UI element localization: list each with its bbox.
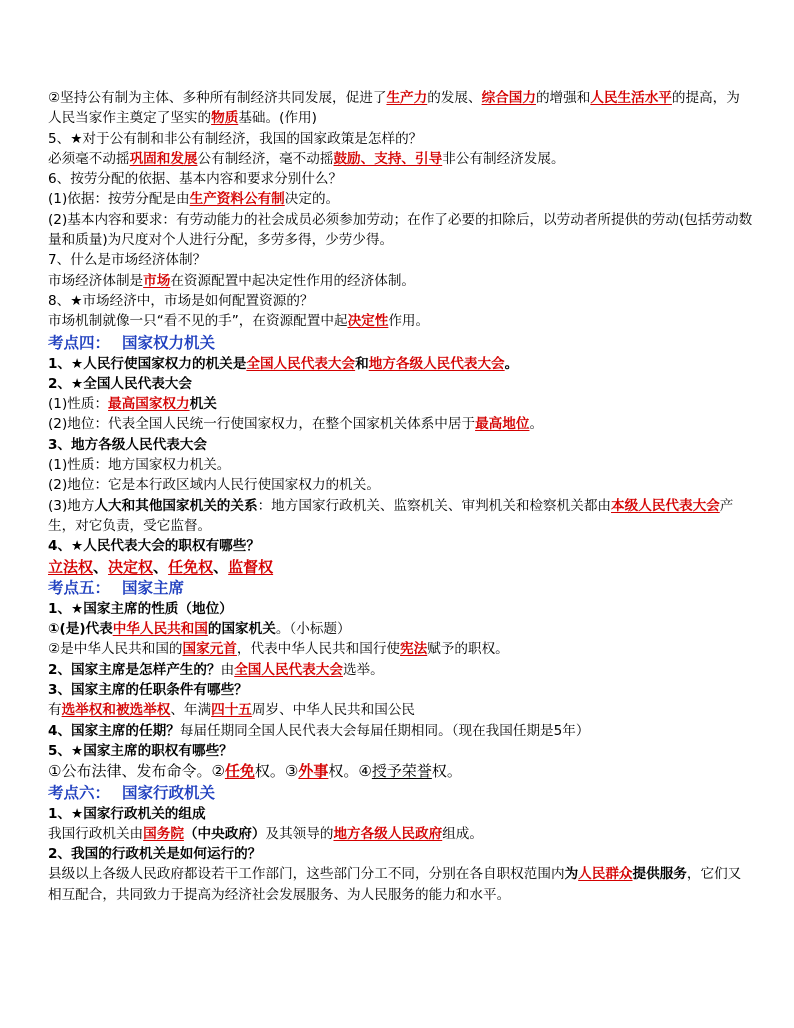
- text-span: 和: [355, 355, 369, 372]
- text-span: ，代表中华人民共和国行使: [236, 641, 401, 658]
- bold-text: ①(是)代表: [48, 621, 113, 638]
- bold-text: （中央政府）: [183, 825, 266, 842]
- text-span: 权。③: [254, 762, 299, 781]
- section-label: 考点六：: [48, 783, 111, 802]
- text-span: ①公布法律、发布命令。②: [48, 762, 225, 781]
- bold-text: 、: [213, 557, 229, 576]
- text-line: [48, 311, 753, 331]
- bold-text: 机关: [189, 396, 217, 413]
- text-line: [48, 864, 753, 905]
- text-span: 在资源配置中起决定性作用的经济体制。: [170, 272, 416, 289]
- text-span: 组成。: [442, 825, 483, 842]
- text-line: [48, 129, 753, 149]
- answer-line: [48, 761, 753, 781]
- section-label: 考点四：: [48, 333, 111, 352]
- text-line: [48, 291, 753, 311]
- key-term: 任免权: [168, 557, 214, 576]
- text-span: 5、★对于公有制和非公有制经济，我国的国家政策是怎样的？: [48, 130, 423, 147]
- question-line: [48, 599, 753, 619]
- text-span: 国家权力机关: [122, 333, 216, 352]
- text-span: 国家主席: [122, 578, 185, 597]
- text-line: [48, 414, 753, 434]
- text-line: [48, 639, 753, 659]
- text-span: 有: [48, 702, 62, 719]
- key-term: 生产力: [386, 90, 428, 106]
- text-span: ，它们又相互配合，共同致力于提高为经济社会发展服务、为人民服务的能力和水平。: [48, 866, 742, 903]
- text-span: 选举。: [342, 661, 384, 678]
- bold-text: 4、国家主席的任期？: [48, 722, 180, 739]
- key-term: 国家元首: [182, 641, 237, 658]
- text-span: 的提高，为人民当家作主奠定了坚实的: [48, 90, 740, 127]
- text-line: [48, 250, 753, 270]
- text-span: 2、★全国人民代表大会: [48, 375, 192, 392]
- key-term: 国务院: [143, 825, 184, 842]
- section-heading: [48, 332, 753, 354]
- bold-text: 为: [564, 866, 579, 883]
- text-span: 市场机制就像一只“看不见的手”，在资源配置中起: [48, 313, 348, 330]
- text-span: 1、★国家行政机关的组成: [48, 805, 206, 822]
- text-line: [48, 271, 753, 291]
- text-span: (2)地位：代表全国人民统一行使国家权力，在整个国家机关体系中居于: [48, 416, 476, 433]
- key-term: 物质: [211, 110, 239, 127]
- key-term: 中华人民共和国: [112, 621, 208, 638]
- text-span: 基础。(作用): [238, 110, 317, 127]
- key-term: 决定权: [108, 557, 154, 576]
- text-line: [48, 169, 753, 189]
- text-span: 6、按劳分配的依据、基本内容和要求分别什么？: [48, 171, 343, 188]
- text-span: 作用。: [388, 313, 430, 330]
- text-line: [48, 660, 753, 680]
- bold-text: 提供服务: [632, 866, 687, 883]
- key-term: 地方各级人民政府: [333, 825, 443, 842]
- question-line: [48, 354, 753, 374]
- key-term: 鼓励、支持、引导: [333, 150, 443, 167]
- key-term: 决定性: [347, 313, 389, 330]
- text-line: [48, 824, 753, 844]
- text-span: 权。④: [328, 762, 372, 781]
- text-span: 及其领导的: [265, 825, 334, 842]
- text-line: [48, 496, 753, 537]
- text-line: [48, 88, 753, 129]
- key-term: 地方各级人民代表大会: [368, 355, 505, 372]
- text-line: [48, 700, 753, 720]
- question-line: [48, 435, 753, 455]
- key-term: 综合国力: [481, 90, 536, 106]
- text-line: [48, 149, 753, 169]
- section-heading: [48, 782, 753, 804]
- key-term: 最高地位: [475, 416, 530, 433]
- text-span: 产生，对它负责，受它监督。: [48, 497, 734, 534]
- text-span: (2)地位：它是本行政区域内人民行使国家权力的机关。: [48, 477, 380, 494]
- text-line: [48, 210, 753, 251]
- key-term: 外事: [298, 762, 329, 781]
- text-span: 国家行政机关: [122, 783, 216, 802]
- key-term: 巩固和发展: [129, 150, 198, 167]
- key-term: 选举权和被选举权: [61, 702, 171, 719]
- key-term: 监督权: [228, 557, 274, 576]
- question-line: [48, 804, 753, 824]
- text-span: 、年满: [170, 702, 212, 719]
- text-span: 周岁、中华人民共和国公民: [251, 702, 416, 719]
- text-span: 。: [504, 355, 519, 372]
- text-span: 市场经济体制是: [48, 272, 144, 289]
- text-span: 1、★国家主席的性质（地位）: [48, 600, 233, 617]
- text-span: 的发展、: [427, 90, 482, 106]
- text-span: 公有制经济，毫不动摇: [197, 150, 334, 167]
- text-span: ②是中华人民共和国的: [48, 641, 183, 658]
- text-span: 每届任期同全国人民代表大会每届任期相同。（现在我国任期是5年）: [179, 722, 590, 739]
- text-span: 。（小标题）: [275, 621, 351, 638]
- bold-text: 人大和其他国家机关的关系: [94, 497, 258, 514]
- text-span: 赋予的职权。: [427, 641, 509, 658]
- key-term: 人民生活水平: [590, 90, 672, 106]
- key-term: 最高国家权力: [108, 396, 190, 413]
- text-span: 。: [529, 416, 544, 433]
- text-span: 3、地方各级人民代表大会: [48, 436, 207, 453]
- text-line: [48, 455, 753, 475]
- text-span: (1)性质：: [48, 396, 109, 413]
- bold-text: 、: [93, 557, 109, 576]
- text-line: [48, 619, 753, 639]
- key-term: 全国人民代表大会: [234, 661, 343, 678]
- bold-text: 的国家机关: [207, 621, 276, 638]
- question-line: [48, 536, 753, 556]
- underlined-text: 授予荣誉: [371, 762, 432, 781]
- text-span: 我国行政机关由: [48, 825, 144, 842]
- bold-text: 2、国家主席是怎样产生的？: [48, 661, 221, 678]
- text-span: 决定的。: [284, 191, 340, 208]
- text-line: [48, 475, 753, 495]
- text-span: (3)地方: [48, 497, 95, 514]
- text-line: [48, 394, 753, 414]
- key-term: 生产资料公有制: [189, 191, 285, 208]
- text-span: (2)基本内容和要求：有劳动能力的社会成员必须参加劳动；在作了必要的扣除后，以劳动者所提供的劳动(包括劳动数量和质量)为尺度对个人进行分配，多劳多得，少劳少得。: [48, 211, 753, 249]
- question-line: [48, 741, 753, 761]
- text-span: 5、★国家主席的职权有哪些？: [48, 742, 233, 759]
- key-term: 全国人民代表大会: [246, 355, 356, 372]
- section-heading: [48, 577, 753, 599]
- text-span: 县级以上各级人民政府都设若干工作部门，这些部门分工不同，分别在各自职权范围内: [48, 866, 565, 883]
- text-span: 7、什么是市场经济体制？: [48, 252, 207, 269]
- text-line: [48, 189, 753, 209]
- text-span: 4、★人民代表大会的职权有哪些？: [48, 538, 260, 555]
- text-span: 权。: [431, 762, 462, 781]
- key-term: 四十五: [211, 702, 252, 719]
- bold-text: 、: [153, 557, 169, 576]
- key-term: 本级人民代表大会: [611, 497, 720, 514]
- text-line: [48, 721, 753, 741]
- question-line: [48, 680, 753, 700]
- key-term: 立法权: [48, 557, 94, 576]
- text-span: 1、★人民行使国家权力的机关是: [48, 355, 247, 372]
- question-line: [48, 374, 753, 394]
- text-span: ②坚持公有制为主体、多种所有制经济共同发展，促进了: [48, 90, 387, 106]
- text-span: 的增强和: [535, 90, 591, 106]
- text-span: 2、我国的行政机关是如何运行的？: [48, 846, 262, 863]
- key-term: 宪法: [400, 641, 428, 658]
- key-term: 任免: [224, 762, 255, 781]
- key-term: 市场: [143, 272, 171, 289]
- text-span: 非公有制经济发展。: [442, 150, 565, 167]
- answer-line: [48, 557, 753, 577]
- text-span: (1)性质：地方国家权力机关。: [48, 457, 231, 474]
- text-span: 必须毫不动摇: [48, 150, 130, 167]
- text-span: ：地方国家行政机关、监察机关、审判机关和检察机关都由: [257, 497, 612, 514]
- key-term: 人民群众: [578, 866, 633, 883]
- document-page: [48, 88, 753, 905]
- text-span: 3、国家主席的任职条件有哪些？: [48, 682, 248, 699]
- text-span: 8、★市场经济中，市场是如何配置资源的？: [48, 292, 314, 309]
- question-line: [48, 844, 753, 864]
- text-span: (1)依据：按劳分配是由: [48, 191, 190, 208]
- section-label: 考点五：: [48, 578, 111, 597]
- text-span: 由: [220, 661, 235, 678]
